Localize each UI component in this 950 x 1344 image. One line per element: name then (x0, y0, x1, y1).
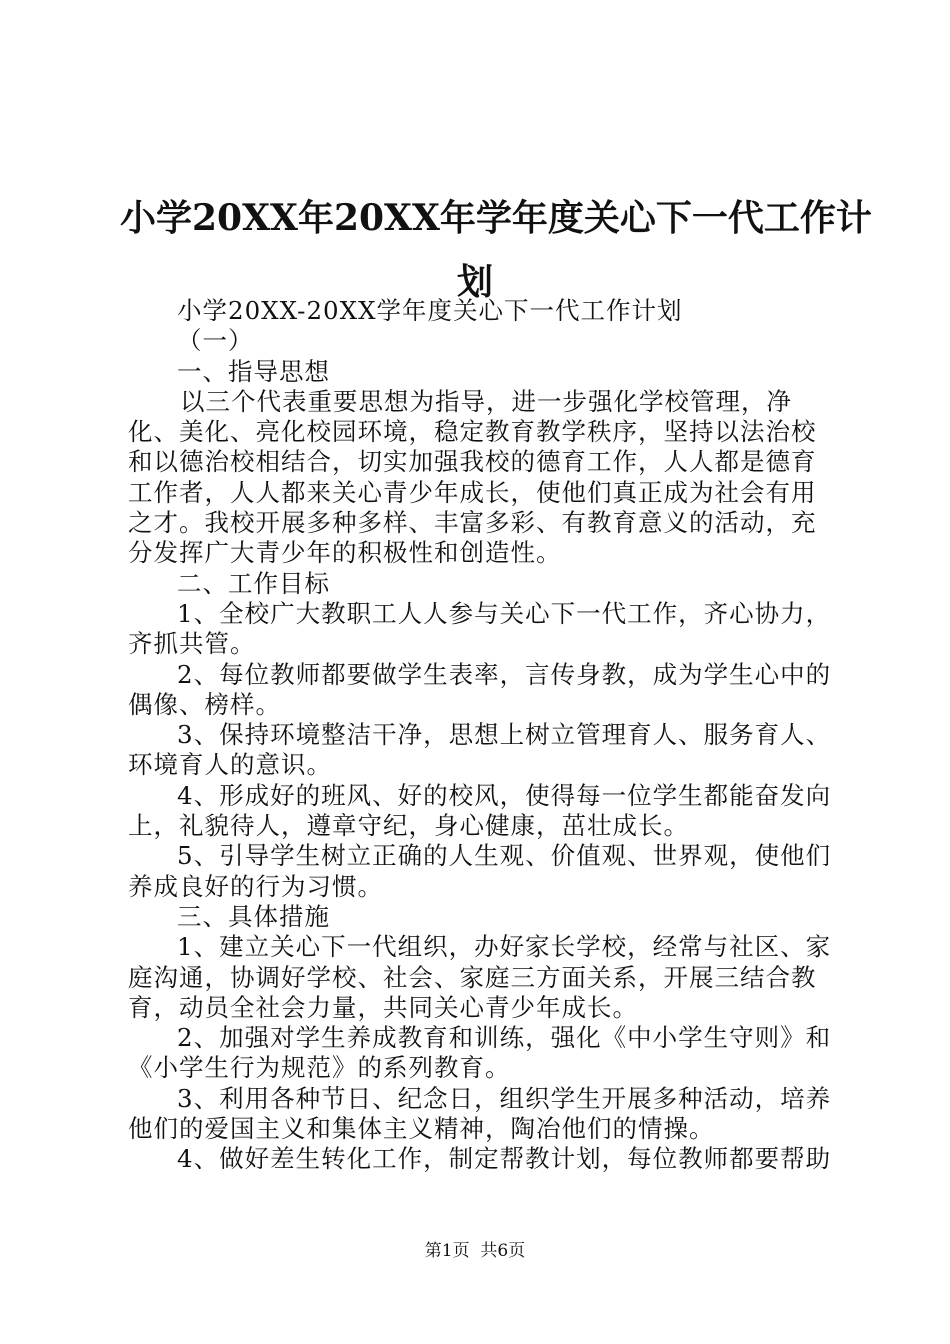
subtitle: 小学20XX-20XX学年度关心下一代工作计划 (177, 296, 683, 325)
heading-specific-measures: 三、具体措施 (177, 901, 330, 931)
measure-item: 3、利用各种节日、纪念日，组织学生开展多种活动，培养他们的爱国主义和集体主义精神，陶冶他们的情操。 (128, 1083, 832, 1144)
measure-item: 1、建立关心下一代组织，办好家长学校，经常与社区、家庭沟通，协调好学校、社会、家庭三方面关系，开展三结合教育，动员全社会力量，共同关心青少年成长。 (128, 932, 832, 1022)
document-body (128, 296, 836, 1175)
goal-item: 5、引导学生树立正确的人生观、价值观、世界观，使他们养成良好的行为习惯。 (128, 841, 832, 901)
page-footer (0, 1240, 950, 1262)
title-line-2: 划 (456, 261, 493, 303)
page-total: 共6页 (480, 1241, 526, 1261)
goal-item: 3、保持环境整洁干净，思想上树立管理育人、服务育人、环境育人的意识。 (128, 720, 832, 780)
goal-item: 1、全校广大教职工人人参与关心下一代工作，齐心协力，齐抓共管。 (128, 598, 832, 659)
measure-item: 2、加强对学生养成教育和训练，强化《中小学生守则》和《小学生行为规范》的系列教育。 (128, 1023, 832, 1083)
goal-item: 2、每位教师都要做学生表率，言传身教，成为学生心中的偶像、榜样。 (128, 659, 832, 719)
document-title (120, 186, 872, 314)
section-marker: （一） (177, 326, 254, 356)
heading-work-goals: 二、工作目标 (177, 568, 330, 598)
page-number: 第1页 (424, 1241, 470, 1261)
title-line-1: 小学20XX年20XX年学年度关心下一代工作计 (120, 197, 872, 239)
goal-item: 4、形成好的班风、好的校风，使得每一位学生都能奋发向上，礼貌待人，遵章守纪，身心健康，茁壮成长。 (128, 780, 832, 841)
heading-guiding-ideology: 一、指导思想 (177, 356, 330, 386)
measure-item: 4、做好差生转化工作，制定帮教计划，每位教师都要帮助 (177, 1144, 832, 1174)
paragraph-guiding-ideology: 以三个代表重要思想为指导，进一步强化学校管理，净化、美化、亮化校园环境，稳定教育教学秩序，坚持以法治校和以德治校相结合，切实加强我校的德育工作，人人都是德育工作者，人人都来关心青少年成长，使他们真正成为社会有用之才。我校开展多种多样、丰富多彩、有教育意义的活动，充分发挥广大青少年的积极性和创造性。 (128, 386, 817, 568)
